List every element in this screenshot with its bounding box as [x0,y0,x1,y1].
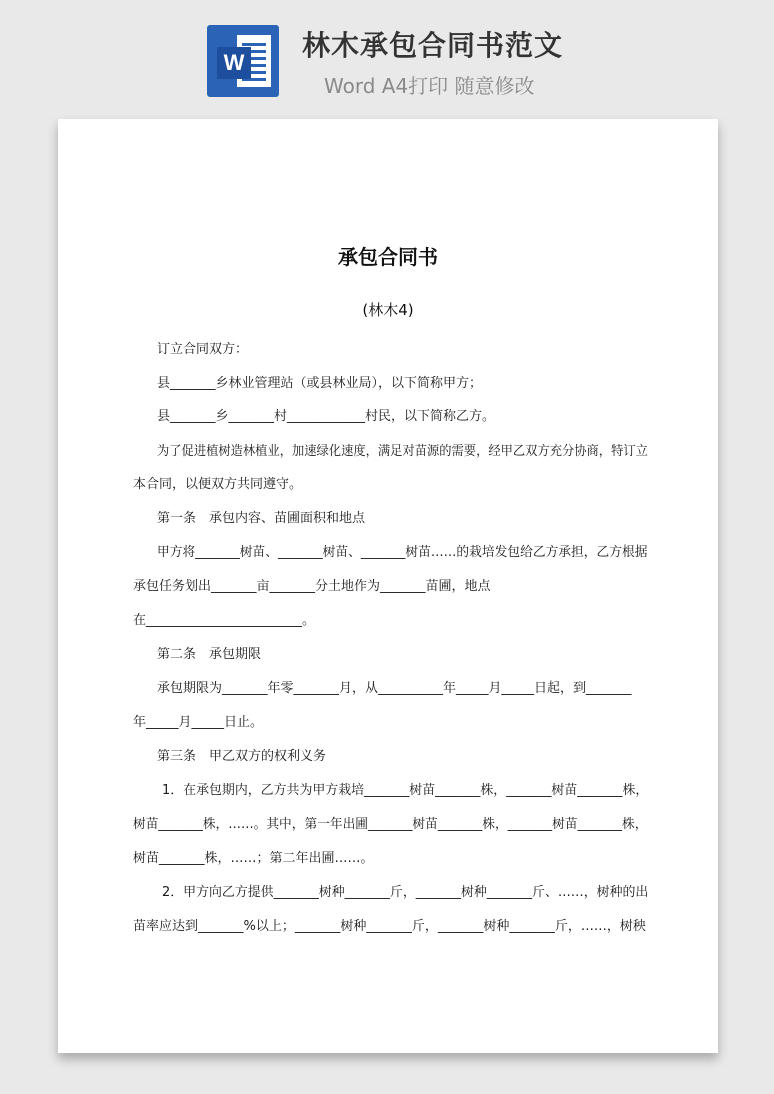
watermark [91,449,111,473]
paragraph-line: 订立合同双方： [157,342,249,357]
paragraph-line: 1．在承包期内，乙方共为甲方栽培_______树苗_______株，_______树苗_______株， [162,783,649,798]
word-document-icon [207,25,279,97]
paragraph-line: 2．甲方向乙方提供_______树种_______斤，_______树种_______斤、……，树种的出 [162,885,649,900]
paragraph-line: 县_______乡_______村____________村民，以下简称乙方。 [157,409,496,424]
paragraph-line: 为了促进植树造林植业，加速绿化速度，满足对苗源的需要，经甲乙双方充分协商，特订立 [157,444,648,459]
paragraph-line: 年_____月_____日止。 [133,715,264,730]
paragraph-line: 在________________________。 [133,613,316,628]
paragraph-line: 承包任务划出_______亩_______分土地作为_______苗圃，地点 [133,579,491,594]
paragraph-line: 承包期限为_______年零_______月，从__________年_____月_____日起，到_______ [157,681,632,696]
document-title: 承包合同书 [338,245,438,269]
page-title: 林木承包合同书范文 [302,29,564,62]
paragraph-line: 本合同，以便双方共同遵守。 [133,477,303,492]
paragraph-line: 树苗_______株，……；第二年出圃……。 [133,851,374,866]
header [0,0,774,110]
section-heading: 第三条 甲乙双方的权利义务 [157,749,327,764]
section-heading: 第二条 承包期限 [157,647,262,662]
document-subtitle: (林木4) [362,301,414,319]
page-subtitle: Word A4打印 随意修改 [324,74,535,98]
word-letter: W [217,47,251,79]
document-page [58,119,718,1053]
paragraph-line: 县_______乡林业管理站（或县林业局），以下简称甲方； [157,376,483,391]
section-heading: 第一条 承包内容、苗圃面积和地点 [157,511,366,526]
paragraph-line: 甲方将_______树苗、_______树苗、_______树苗……的栽培发包给乙方承担，乙方根据 [157,545,648,560]
paragraph-line: 苗率应达到_______%以上；_______树种_______斤，_______树种_______斤，……，树秧 [133,919,646,934]
paragraph-line: 树苗_______株，……。其中，第一年出圃_______树苗_______株，_______树苗_______株， [133,817,648,832]
